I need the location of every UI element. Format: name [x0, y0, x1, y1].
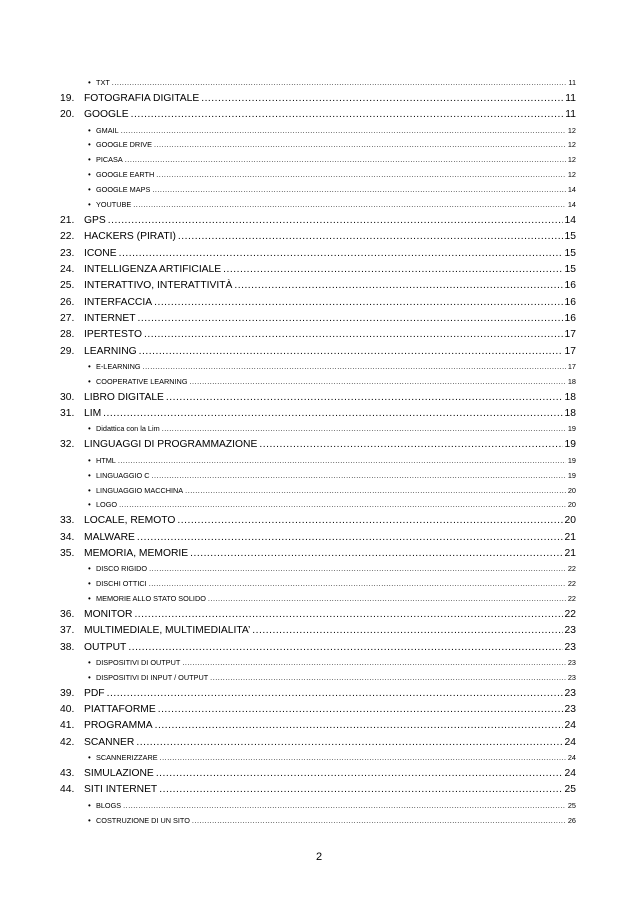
- toc-entry-page: 17: [567, 362, 576, 372]
- toc-entry-title: GOOGLE MAPS: [96, 185, 151, 195]
- toc-entry-title: LEARNING: [84, 345, 137, 357]
- toc-entry-title: LOCALE, REMOTO: [84, 515, 176, 527]
- toc-entry-title: INTELLIGENZA ARTIFICIALE: [84, 263, 222, 275]
- toc-entry-title: GOOGLE: [84, 109, 129, 121]
- dot-leader: [223, 262, 562, 278]
- toc-entry-number: 43.: [60, 768, 75, 780]
- toc-entry[interactable]: [60, 327, 576, 343]
- toc-entry[interactable]: [60, 513, 576, 529]
- toc-entry-number: 39.: [60, 687, 75, 699]
- dot-leader: [149, 577, 566, 592]
- dot-leader: [121, 124, 566, 139]
- toc-entry[interactable]: [60, 295, 576, 311]
- toc-entry-page: 21: [564, 531, 576, 543]
- toc-entry-title: LINGUAGGI DI PROGRAMMAZIONE: [84, 439, 258, 451]
- dot-leader: [162, 422, 566, 437]
- toc-entry[interactable]: [60, 640, 576, 656]
- toc-entry-number: 28.: [60, 329, 75, 341]
- bullet-icon: •: [88, 658, 91, 668]
- toc-entry-page: 11: [565, 109, 576, 121]
- toc-entry-page: 19: [567, 470, 576, 480]
- toc-entry-title: BLOGS: [96, 800, 122, 810]
- dot-leader: [107, 686, 563, 702]
- toc-entry-title: GPS: [84, 214, 106, 226]
- toc-entry-number: 19.: [60, 92, 75, 104]
- bullet-icon: •: [88, 155, 91, 165]
- dot-leader: [123, 799, 566, 814]
- dot-leader: [144, 327, 563, 343]
- toc-entry[interactable]: [60, 278, 576, 294]
- toc-subentry[interactable]: [60, 198, 576, 213]
- toc-entry-page: 12: [567, 170, 576, 180]
- toc-entry-page: 23: [567, 672, 576, 682]
- toc-entry-number: 44.: [60, 784, 75, 796]
- dot-leader: [139, 344, 563, 360]
- toc-entry-page: 24: [564, 736, 576, 748]
- bullet-icon: •: [88, 125, 91, 135]
- dot-leader: [131, 107, 564, 123]
- toc-subentry[interactable]: [60, 814, 576, 829]
- toc-entry-page: 23: [564, 704, 576, 716]
- toc-entry[interactable]: [60, 311, 576, 327]
- toc-entry-page: 14: [567, 200, 576, 210]
- toc-entry-page: 18: [567, 376, 576, 386]
- toc-entry-page: 20: [567, 485, 576, 495]
- toc-subentry[interactable]: [60, 671, 576, 686]
- toc-subentry[interactable]: [60, 360, 576, 375]
- dot-leader: [134, 607, 562, 623]
- bullet-icon: •: [88, 424, 91, 434]
- toc-subentry[interactable]: [60, 751, 576, 766]
- bullet-icon: •: [88, 200, 91, 210]
- toc-entry-title: SCANNERIZZARE: [96, 753, 158, 763]
- toc-entry-page: 19: [567, 455, 576, 465]
- bullet-icon: •: [88, 362, 91, 372]
- toc-entry-number: 37.: [60, 625, 75, 637]
- toc-subentry[interactable]: [60, 138, 576, 153]
- dot-leader: [137, 530, 563, 546]
- toc-entry[interactable]: [60, 718, 576, 734]
- dot-leader: [152, 469, 566, 484]
- toc-subentry[interactable]: [60, 168, 576, 183]
- toc-entry-page: 14: [564, 214, 576, 226]
- toc-entry-number: 21.: [60, 214, 75, 226]
- toc-entry-title: Didattica con la Lim: [96, 424, 160, 434]
- dot-leader: [103, 406, 562, 422]
- dot-leader: [119, 498, 566, 513]
- toc-subentry[interactable]: [60, 577, 576, 592]
- toc-entry-number: 34.: [60, 531, 75, 543]
- toc-entry-title: FOTOGRAFIA DIGITALE: [84, 92, 200, 104]
- dot-leader: [136, 735, 562, 751]
- bullet-icon: •: [88, 564, 91, 574]
- toc-entry-title: OUTPUT: [84, 641, 127, 653]
- toc-entry-page: 11: [568, 78, 576, 87]
- toc-entry-page: 20: [567, 500, 576, 510]
- toc-entry-page: 24: [564, 720, 576, 732]
- toc-entry-number: 40.: [60, 704, 75, 716]
- toc-subentry[interactable]: [60, 183, 576, 198]
- toc-entry-page: 14: [567, 185, 576, 195]
- toc-entry-number: 42.: [60, 736, 75, 748]
- toc-entry-page: 22: [567, 594, 576, 604]
- bullet-icon: •: [88, 594, 91, 604]
- page-number: 2: [315, 851, 323, 863]
- toc-entry-title: HACKERS (PIRATI): [84, 231, 176, 243]
- toc-entry-title: SIMULAZIONE: [84, 768, 154, 780]
- dot-leader: [128, 640, 562, 656]
- bullet-icon: •: [88, 753, 91, 763]
- toc-entry-title: E-LEARNING: [96, 362, 141, 372]
- toc-entry-number: 23.: [60, 247, 75, 259]
- toc-subentry[interactable]: [60, 498, 576, 513]
- toc-entry[interactable]: [60, 262, 576, 278]
- toc-entry-title: COSTRUZIONE DI UN SITO: [96, 815, 190, 825]
- toc-entry[interactable]: [60, 390, 576, 406]
- toc-entry-title: TXT: [96, 78, 110, 87]
- dot-leader: [138, 311, 563, 327]
- toc-entry-number: 27.: [60, 312, 75, 324]
- toc-entry-page: 15: [564, 263, 576, 275]
- toc-entry-title: MULTIMEDIALE, MULTIMEDIALITA’: [84, 625, 251, 637]
- toc-entry[interactable]: [60, 530, 576, 546]
- toc-entry[interactable]: [60, 702, 576, 718]
- toc-entry-page: 21: [564, 547, 576, 559]
- dot-leader: [108, 213, 563, 229]
- toc-entry-page: 25: [564, 784, 576, 796]
- toc-subentry[interactable]: [60, 562, 576, 577]
- toc-subentry[interactable]: [60, 76, 576, 91]
- dot-leader: [154, 138, 566, 153]
- toc-entry-title: MEMORIA, MEMORIE: [84, 547, 189, 559]
- dot-leader: [118, 454, 566, 469]
- toc-entry-title: LIM: [84, 408, 102, 420]
- bullet-icon: •: [88, 815, 91, 825]
- dot-leader: [125, 153, 566, 168]
- toc-entry-title: SITI INTERNET: [84, 784, 158, 796]
- toc-entry[interactable]: [60, 91, 576, 107]
- bullet-icon: •: [88, 500, 91, 510]
- dot-leader: [143, 360, 566, 375]
- toc-entry-number: 25.: [60, 280, 75, 292]
- toc-entry-page: 16: [564, 312, 576, 324]
- toc-entry-title: COOPERATIVE LEARNING: [96, 376, 188, 386]
- dot-leader: [159, 782, 562, 798]
- toc-entry-page: 12: [567, 140, 576, 150]
- toc-entry-number: 36.: [60, 608, 75, 620]
- toc-entry-title: GOOGLE EARTH: [96, 170, 155, 180]
- toc-entry-title: DISCHI OTTICI: [96, 579, 147, 589]
- bullet-icon: •: [88, 800, 91, 810]
- bullet-icon: •: [88, 376, 91, 386]
- bullet-icon: •: [88, 579, 91, 589]
- toc-subentry[interactable]: [60, 469, 576, 484]
- dot-leader: [152, 183, 566, 198]
- dot-leader: [234, 278, 562, 294]
- toc-entry[interactable]: [60, 546, 576, 562]
- toc-entry-page: 15: [564, 247, 576, 259]
- toc-subentry[interactable]: [60, 656, 576, 671]
- toc-subentry[interactable]: [60, 153, 576, 168]
- toc-subentry[interactable]: [60, 484, 576, 499]
- dot-leader: [185, 484, 566, 499]
- dot-leader: [112, 76, 567, 91]
- dot-leader: [208, 592, 566, 607]
- toc-entry-title: LIBRO DIGITALE: [84, 391, 164, 403]
- dot-leader: [178, 229, 563, 245]
- toc-entry-title: LINGUAGGIO C: [96, 470, 150, 480]
- bullet-icon: •: [88, 140, 91, 150]
- toc-entry-title: GOOGLE DRIVE: [96, 140, 152, 150]
- dot-leader: [155, 718, 563, 734]
- toc-entry[interactable]: [60, 213, 576, 229]
- toc-entry-page: 22: [567, 579, 576, 589]
- toc-entry-title: SCANNER: [84, 736, 135, 748]
- dot-leader: [210, 671, 566, 686]
- dot-leader: [156, 766, 563, 782]
- toc-entry-number: 29.: [60, 345, 75, 357]
- toc-entry-page: 23: [564, 625, 576, 637]
- dot-leader: [192, 814, 566, 829]
- toc-entry[interactable]: [60, 623, 576, 639]
- toc-entry-page: 22: [567, 564, 576, 574]
- toc-entry[interactable]: [60, 686, 576, 702]
- dot-leader: [252, 623, 562, 639]
- dot-leader: [177, 513, 562, 529]
- bullet-icon: •: [88, 470, 91, 480]
- toc-entry-number: 20.: [60, 109, 75, 121]
- toc-entry[interactable]: [60, 782, 576, 798]
- toc-subentry[interactable]: [60, 422, 576, 437]
- toc-entry-page: 16: [564, 296, 576, 308]
- toc-entry-page: 12: [567, 125, 576, 135]
- bullet-icon: •: [88, 455, 91, 465]
- toc-entry-page: 19: [564, 439, 576, 451]
- toc-entry-page: 17: [564, 329, 576, 341]
- toc-entry-page: 17: [564, 345, 576, 357]
- toc-entry-title: DISPOSITIVI DI OUTPUT: [96, 658, 181, 668]
- toc-entry[interactable]: [60, 229, 576, 245]
- dot-leader: [259, 437, 562, 453]
- toc-entry-page: 19: [567, 424, 576, 434]
- toc-entry-page: 20: [564, 515, 576, 527]
- toc-entry[interactable]: [60, 344, 576, 360]
- toc-entry-title: LOGO: [96, 500, 118, 510]
- toc-entry-title: IPERTESTO: [84, 329, 142, 341]
- toc-entry-page: 25: [567, 800, 576, 810]
- toc-subentry[interactable]: [60, 124, 576, 139]
- toc-entry-page: 18: [564, 408, 576, 420]
- bullet-icon: •: [88, 78, 91, 87]
- dot-leader: [190, 546, 562, 562]
- toc-entry-title: MEMORIE ALLO STATO SOLIDO: [96, 594, 206, 604]
- toc-entry-page: 15: [564, 231, 576, 243]
- toc-entry[interactable]: [60, 437, 576, 453]
- toc-entry-title: INTERNET: [84, 312, 136, 324]
- toc-entry-page: 23: [564, 641, 576, 653]
- toc-entry[interactable]: [60, 735, 576, 751]
- toc-entry-title: MONITOR: [84, 608, 133, 620]
- bullet-icon: •: [88, 485, 91, 495]
- dot-leader: [149, 562, 566, 577]
- toc-entry-number: 32.: [60, 439, 75, 451]
- toc-subentry[interactable]: [60, 799, 576, 814]
- dot-leader: [190, 375, 566, 390]
- toc-entry-title: YOUTUBE: [96, 200, 132, 210]
- toc-entry-title: LINGUAGGIO MACCHINA: [96, 485, 184, 495]
- toc-entry-title: HTML: [96, 455, 116, 465]
- toc-entry-number: 26.: [60, 296, 75, 308]
- toc-entry-page: 11: [565, 92, 576, 104]
- toc-entry-title: ICONE: [84, 247, 117, 259]
- toc-entry[interactable]: [60, 766, 576, 782]
- toc-entry-page: 23: [564, 687, 576, 699]
- toc-entry-number: 35.: [60, 547, 75, 559]
- bullet-icon: •: [88, 170, 91, 180]
- toc-entry[interactable]: [60, 406, 576, 422]
- toc-entry-page: 24: [567, 753, 576, 763]
- toc-entry-page: 23: [567, 658, 576, 668]
- toc-subentry[interactable]: [60, 592, 576, 607]
- dot-leader: [133, 198, 566, 213]
- toc-entry-number: 30.: [60, 391, 75, 403]
- toc-entry-page: 24: [564, 768, 576, 780]
- toc-entry-number: 38.: [60, 641, 75, 653]
- toc-entry[interactable]: [60, 107, 576, 123]
- toc-entry-page: 26: [567, 815, 576, 825]
- dot-leader: [119, 246, 563, 262]
- toc-entry-number: 41.: [60, 720, 75, 732]
- dot-leader: [166, 390, 563, 406]
- bullet-icon: •: [88, 672, 91, 682]
- toc-entry-title: INTERATTIVO, INTERATTIVITÀ: [84, 280, 233, 292]
- dot-leader: [156, 168, 566, 183]
- toc-entry-title: INTERFACCIA: [84, 296, 153, 308]
- dot-leader: [182, 656, 566, 671]
- dot-leader: [160, 751, 566, 766]
- toc-entry-title: MALWARE: [84, 531, 135, 543]
- toc-entry-title: DISCO RIGIDO: [96, 564, 148, 574]
- toc-subentry[interactable]: [60, 375, 576, 390]
- toc-entry[interactable]: [60, 607, 576, 623]
- toc-entry-number: 31.: [60, 408, 75, 420]
- toc-entry-page: 16: [564, 280, 576, 292]
- toc-entry-title: PDF: [84, 687, 105, 699]
- toc-entry-number: 24.: [60, 263, 75, 275]
- toc-entry-title: PICASA: [96, 155, 123, 165]
- bullet-icon: •: [88, 185, 91, 195]
- toc-entry-title: GMAIL: [96, 125, 119, 135]
- dot-leader: [158, 702, 563, 718]
- toc-entry-title: DISPOSITIVI DI INPUT / OUTPUT: [96, 672, 209, 682]
- dot-leader: [154, 295, 562, 311]
- toc-entry-number: 33.: [60, 515, 75, 527]
- toc-entry-number: 22.: [60, 231, 75, 243]
- toc-entry-page: 18: [564, 391, 576, 403]
- toc-entry-title: PROGRAMMA: [84, 720, 153, 732]
- toc-entry-page: 12: [567, 155, 576, 165]
- toc-entry[interactable]: [60, 246, 576, 262]
- dot-leader: [201, 91, 563, 107]
- toc-entry-page: 22: [564, 608, 576, 620]
- table-of-contents: [60, 76, 576, 829]
- toc-entry-title: PIATTAFORME: [84, 704, 156, 716]
- toc-subentry[interactable]: [60, 454, 576, 469]
